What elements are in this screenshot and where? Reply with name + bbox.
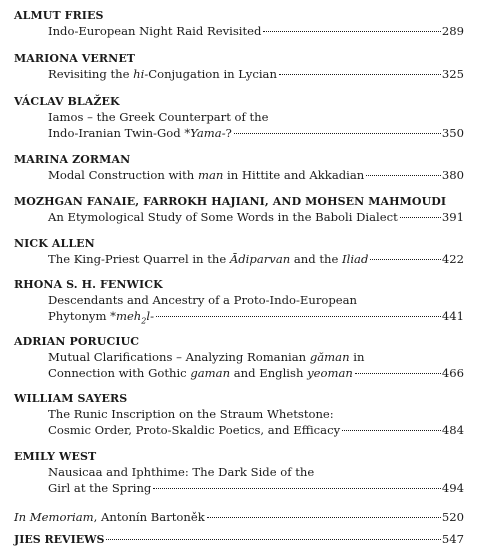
page-number: 391 (441, 210, 464, 224)
entry-title: Girl at the Spring (48, 480, 152, 495)
entry-title-line (14, 168, 464, 184)
dot-leader (370, 259, 440, 260)
dot-leader (400, 217, 441, 218)
entry-title: The King-Priest Quarrel in the Ādiparvan and the Iliad (48, 252, 369, 266)
page-number: 325 (441, 67, 464, 81)
reviews-label: JIES REVIEWS (14, 533, 105, 546)
entry-author: EMILY WEST (14, 450, 97, 463)
entry-author: WILLIAM SAYERS (14, 392, 128, 405)
toc-entry (14, 194, 464, 226)
entry-author: ALMUT FRIES (14, 9, 104, 22)
page-number: 422 (441, 252, 464, 266)
page-number: 380 (441, 168, 464, 182)
toc-entry (14, 51, 464, 83)
toc-entry-memoriam (14, 510, 464, 526)
page-number: 494 (441, 480, 464, 495)
entry-author: MOZHGAN FANAIE, FARROKH HAJIANI, AND MOHSEN MAHMOUDI (14, 195, 447, 208)
entry-title-line (14, 126, 464, 142)
entry-title: Connection with Gothic gaman and English yeoman (48, 365, 353, 380)
toc-entry (14, 391, 464, 438)
page-number: 350 (441, 125, 464, 140)
page-number: 484 (441, 422, 464, 437)
toc-entry (14, 152, 464, 184)
entry-title-italic: yeoman (307, 365, 353, 380)
entry-title-italic: Iliad (342, 252, 369, 266)
entry-author: VÁCLAV BLAŽEK (14, 95, 120, 108)
memoriam-prefix: In Memoriam (14, 510, 94, 524)
toc-entry (14, 8, 464, 40)
entry-title-line: Descendants and Ancestry of a Proto-Indo-European (48, 293, 358, 307)
entry-title: Revisiting the hi-Conjugation in Lycian (48, 67, 277, 81)
entry-author: MARIONA VERNET (14, 52, 136, 65)
entry-title: Indo-Iranian Twin-God *Yama-? (48, 125, 232, 140)
entry-title-line (14, 67, 464, 83)
entry-title-line (14, 252, 464, 268)
entry-title-line (14, 532, 464, 548)
memoriam-name: , Antonín Bartoněk (93, 510, 205, 524)
entry-author: RHONA S. H. FENWICK (14, 278, 163, 291)
page-number: 289 (441, 24, 464, 38)
toc-entry (14, 449, 464, 496)
entry-author: NICK ALLEN (14, 237, 95, 250)
dot-leader (263, 31, 440, 32)
entry-title-italic: hi (133, 67, 145, 81)
entry-title: Indo-European Night Raid Revisited (48, 24, 262, 38)
dot-leader (234, 133, 441, 134)
entry-title-italic: meh$_2$l- (115, 308, 155, 325)
entry-title: Phytonym *meh$_2$l- (48, 308, 155, 325)
entry-title-line (14, 481, 464, 497)
entry-title-line: Nausicaa and Iphthime: The Dark Side of the (48, 465, 315, 479)
entry-title-italic: Ādiparvan (229, 252, 291, 266)
entry-title: Modal Construction with man in Hittite and Akkadian (48, 168, 365, 182)
dot-leader (366, 175, 441, 176)
dot-leader (279, 74, 441, 75)
entry-author: MARINA ZORMAN (14, 153, 131, 166)
page-number: 547 (441, 532, 464, 546)
entry-title-line (14, 366, 464, 382)
toc-entry (14, 236, 464, 268)
entry-title: Cosmic Order, Proto-Skaldic Poetics, and Efficacy (48, 422, 341, 437)
entry-title: An Etymological Study of Some Words in the Baboli Dialect (48, 210, 398, 224)
toc-entry (14, 277, 464, 324)
dot-leader (355, 373, 441, 374)
page-number: 466 (441, 365, 464, 380)
page-number: 520 (441, 510, 464, 524)
dot-leader (342, 430, 441, 431)
toc-entry-reviews (14, 532, 464, 548)
dot-leader (207, 517, 441, 518)
entry-title-line: The Runic Inscription on the Straum Whetstone: (48, 407, 334, 421)
entry-title (14, 510, 205, 526)
entry-title-line: Iamos – the Greek Counterpart of the (48, 110, 269, 124)
toc-entry (14, 94, 464, 141)
entry-author: ADRIAN PORUCIUC (14, 335, 140, 348)
entry-title-line (14, 423, 464, 439)
dot-leader (156, 316, 441, 317)
entry-title-line (14, 510, 464, 526)
entry-title-italic: gaman (190, 365, 231, 380)
dot-leader (153, 488, 441, 489)
toc-entry (14, 334, 464, 381)
entry-title-line: Mutual Clarifications – Analyzing Romanian găman in (48, 350, 365, 364)
entry-title-italic: găman (309, 350, 350, 364)
entry-title-line (14, 24, 464, 40)
entry-title-italic: Yama- (190, 125, 226, 140)
entry-title-line (14, 210, 464, 226)
page-number: 441 (441, 308, 464, 323)
dot-leader (106, 539, 440, 540)
entry-title-italic: man (197, 168, 224, 182)
entry-title-line (14, 309, 464, 325)
